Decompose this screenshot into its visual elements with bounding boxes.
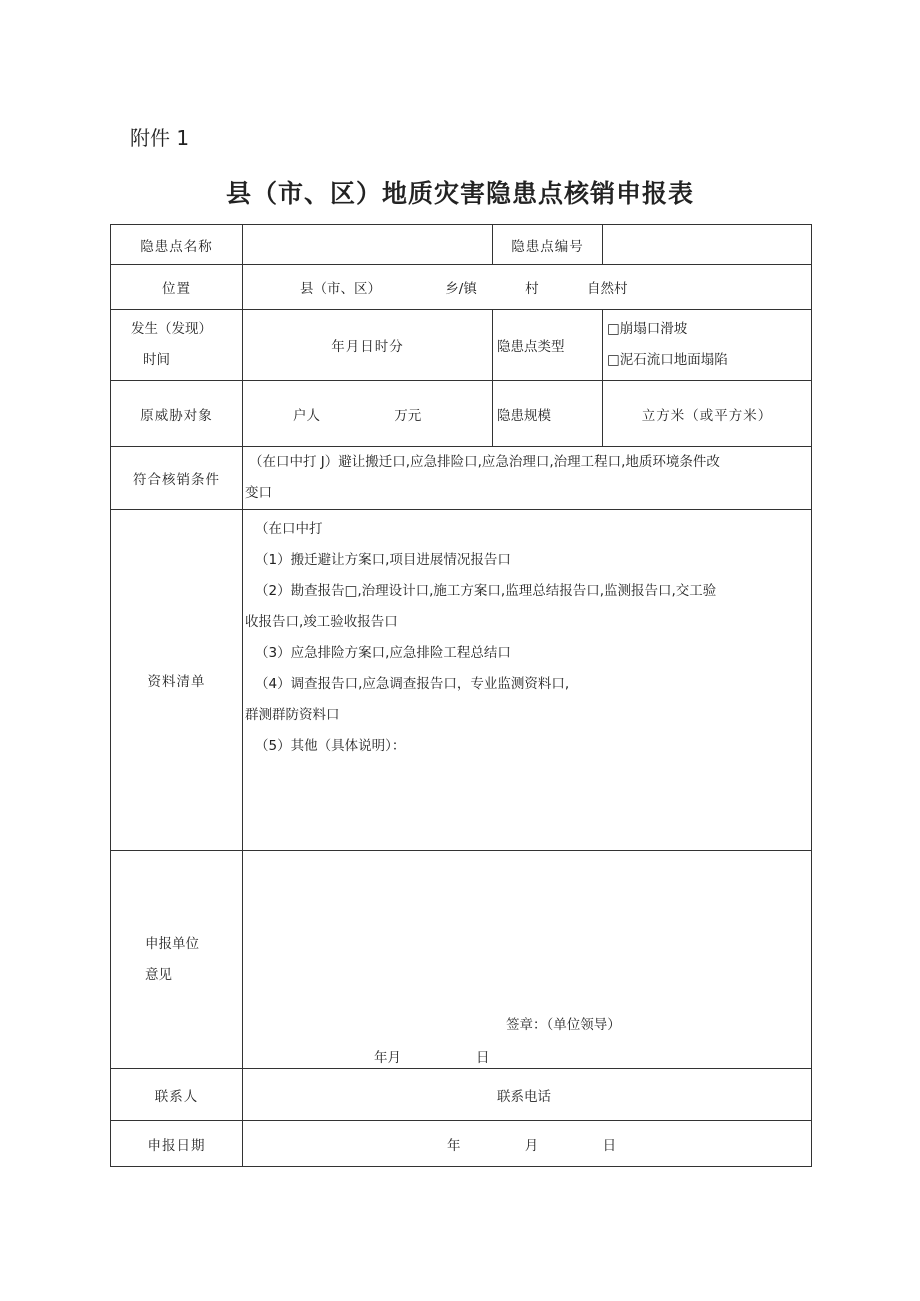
row-condition xyxy=(111,447,812,510)
materials-line: （2）勘查报告□,治理设计口,施工方案口,监理总结报告口,监测报告口,交工验 xyxy=(255,583,717,599)
occur-label-line-1: 发生（发现） xyxy=(131,321,212,337)
date-month: 月 xyxy=(524,1137,539,1154)
condition-line-2: 变口 xyxy=(245,485,272,501)
date-field[interactable] xyxy=(243,1121,812,1167)
condition-line-1: （在口中打 J）避让搬迁口,应急排险口,应急治理口,治理工程口,地质环境条件改 xyxy=(249,454,720,470)
row-opinion xyxy=(111,851,812,1069)
code-field[interactable] xyxy=(603,225,812,265)
occur-label-line-2: 时间 xyxy=(143,352,170,368)
threat-money: 万元 xyxy=(394,407,422,424)
declaration-form xyxy=(110,224,812,1167)
opinion-field[interactable] xyxy=(243,851,812,1069)
type-line-2: □泥石流口地面塌陷 xyxy=(607,352,728,368)
threat-label: 原威胁对象 xyxy=(111,381,243,447)
scale-label: 隐患规模 xyxy=(493,381,603,447)
row-occurrence xyxy=(111,310,812,381)
scale-field[interactable]: 立方米（或平方米） xyxy=(603,381,812,447)
materials-line: （4）调查报告口,应急调查报告口，专业监测资料口, xyxy=(255,676,570,692)
row-date xyxy=(111,1121,812,1167)
occur-time-field[interactable]: 年月日时分 xyxy=(243,310,493,381)
materials-label: 资料清单 xyxy=(111,510,243,851)
page-title: 县（市、区）地质灾害隐患点核销申报表 xyxy=(225,179,694,208)
date-day: 日 xyxy=(602,1137,617,1154)
contact-field[interactable] xyxy=(243,1069,812,1121)
materials-line: 群测群防资料口 xyxy=(245,707,340,723)
opinion-date-d: 日 xyxy=(476,1050,490,1066)
materials-line: （1）搬迁避让方案口,项目进展情况报告口 xyxy=(255,552,511,568)
location-natural-village: 自然村 xyxy=(586,281,628,297)
phone-label: 联系电话 xyxy=(497,1088,551,1105)
location-town: 乡/镇 xyxy=(445,281,477,297)
location-county: 县（市、区） xyxy=(300,281,381,297)
materials-line: （3）应急排险方案口,应急排险工程总结口 xyxy=(255,645,511,661)
type-line-1: □崩塌口滑坡 xyxy=(607,321,688,337)
threat-field[interactable] xyxy=(243,381,493,447)
date-year: 年 xyxy=(447,1137,461,1154)
contact-label: 联系人 xyxy=(111,1069,243,1121)
row-location xyxy=(111,265,812,310)
opinion-label-line-1: 申报单位 xyxy=(145,935,199,952)
row-name xyxy=(111,225,812,265)
location-village: 村 xyxy=(525,281,539,297)
row-materials xyxy=(111,510,812,851)
name-field[interactable] xyxy=(243,225,493,265)
date-label: 申报日期 xyxy=(111,1121,243,1167)
occur-label xyxy=(111,310,243,381)
condition-label: 符合核销条件 xyxy=(111,447,243,510)
threat-households: 户人 xyxy=(293,407,320,424)
type-label: 隐患点类型 xyxy=(493,310,603,381)
attachment-label: 附件 1 xyxy=(130,126,190,150)
materials-line: 收报告口,竣工验收报告口 xyxy=(245,614,398,630)
condition-field[interactable] xyxy=(243,447,812,510)
opinion-sign: 签章：（单位领导） xyxy=(506,1017,621,1033)
materials-line: （5）其他（具体说明）： xyxy=(255,738,406,754)
row-contact xyxy=(111,1069,812,1121)
name-label: 隐患点名称 xyxy=(111,225,243,265)
location-field[interactable] xyxy=(243,265,812,310)
row-threat xyxy=(111,381,812,447)
materials-field[interactable] xyxy=(243,510,812,851)
type-options[interactable] xyxy=(603,310,812,381)
opinion-label-line-2: 意见 xyxy=(145,966,172,983)
code-label: 隐患点编号 xyxy=(493,225,603,265)
location-label: 位置 xyxy=(111,265,243,310)
materials-line: （在口中打 xyxy=(255,521,323,537)
opinion-date-ym: 年月 xyxy=(374,1050,401,1066)
opinion-label xyxy=(111,851,243,1069)
